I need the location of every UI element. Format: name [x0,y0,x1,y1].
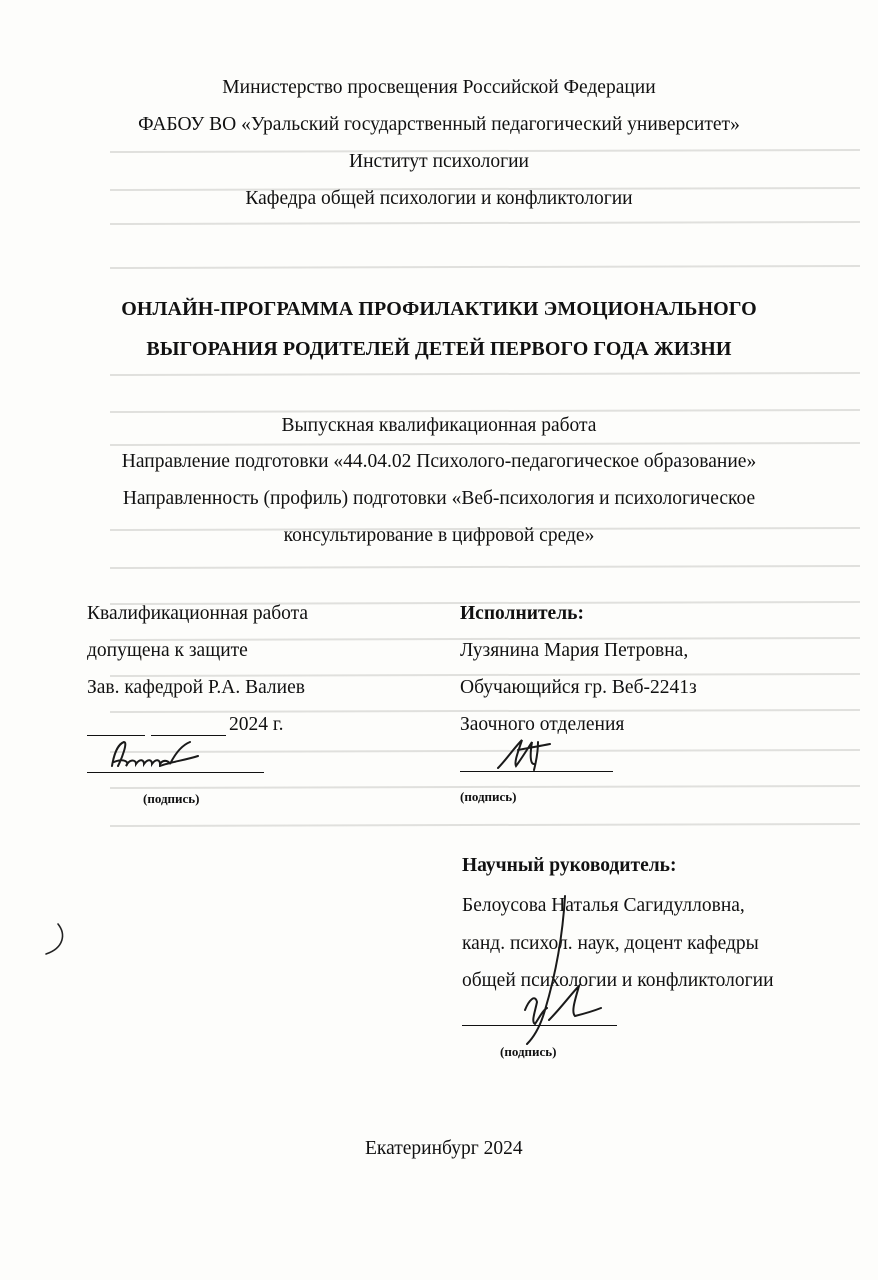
department-name: Кафедра общей психологии и конфликтологии [245,188,633,209]
thesis-title-line-1: ОНЛАЙН-ПРОГРАММА ПРОФИЛАКТИКИ ЭМОЦИОНАЛЬНОГО [121,298,757,320]
date-day-blank [87,735,145,736]
head-of-department-signature [100,736,210,774]
ministry-name: Министерство просвещения Российской Федерации [222,77,656,98]
supervisor-signature-caption: (подпись) [500,1044,557,1059]
admission-line-1: Квалификационная работа [87,603,309,624]
admission-head-of-department: Зав. кафедрой Р.А. Валиев [87,677,305,698]
executor-signature-line [460,771,613,772]
work-type: Выпускная квалификационная работа [281,415,597,436]
admission-date-year: 2024 г. [229,714,284,735]
work-direction: Направление подготовки «44.04.02 Психолого-педагогическое образование» [121,451,757,472]
admission-signature-caption: (подпись) [143,791,200,806]
work-profile-line-1: Направленность (профиль) подготовки «Веб-психология и психологическое [122,488,756,509]
executor-heading: Исполнитель: [460,603,584,624]
supervisor-signature-line [462,1025,617,1026]
admission-signature-line [87,772,264,773]
institute-name: Институт психологии [349,151,529,172]
executor-name: Лузянина Мария Петровна, [460,640,689,661]
pen-mark [40,920,70,960]
supervisor-department: общей психологии и конфликтологии [462,970,774,991]
thesis-title-line-2: ВЫГОРАНИЯ РОДИТЕЛЕЙ ДЕТЕЙ ПЕРВОГО ГОДА ЖИЗНИ [146,338,732,360]
date-month-blank [151,735,226,736]
work-profile-line-2: консультирование в цифровой среде» [283,525,595,546]
university-name: ФАБОУ ВО «Уральский государственный педагогический университет» [138,114,740,135]
admission-line-2: допущена к защите [87,640,248,661]
executor-group: Обучающийся гр. Веб-2241з [460,677,697,698]
executor-signature-caption: (подпись) [460,789,517,804]
supervisor-name: Белоусова Наталья Сагидулловна, [462,895,745,916]
supervisor-heading: Научный руководитель: [462,855,677,876]
supervisor-degree: канд. психол. наук, доцент кафедры [462,933,759,954]
executor-signature [488,730,578,774]
executor-study-form: Заочного отделения [460,714,625,735]
city-and-year: Екатеринбург 2024 [365,1138,523,1159]
